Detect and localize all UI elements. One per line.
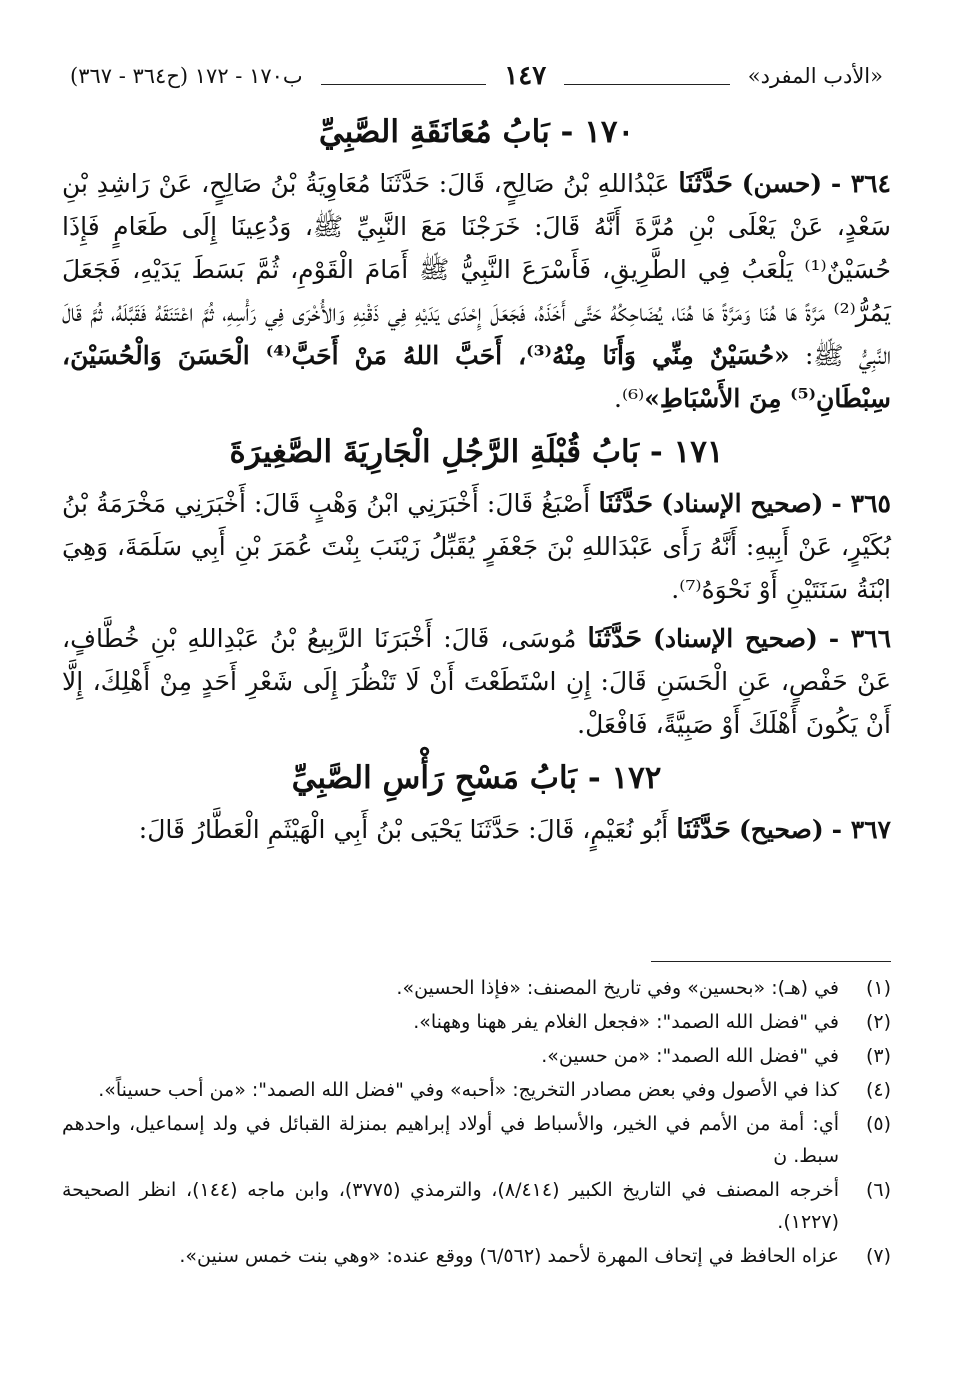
footnote-number: (٧) xyxy=(865,1245,891,1267)
footnote-number: (٤) xyxy=(865,1079,891,1101)
hadith-367 xyxy=(62,808,891,851)
book-title: «الأدب المفرد» xyxy=(747,64,883,88)
footnote-number: (٣) xyxy=(865,1045,891,1067)
isnad-text: أَصْبَغُ قَالَ: أَخْبَرَنِي ابْنُ وَهْبٍ قَالَ: أَخْبَرَنِي مَخْرَمَةُ بْنُ بُكَيْرٍ، عَنْ أَبِيهِ: أَنَّهُ رَأَى عَبْدَاللهِ بْنَ جَعْفَرٍ يُقَبِّلُ زَيْنَبَ بِنْتَ عُمَرَ بْنِ أَبِي سَلَمَةَ، وَهِيَ ابْنَةُ سَنَتَيْنِ أَوْ نَحْوَهُ xyxy=(62,489,891,604)
header-rule xyxy=(321,84,487,85)
footnotes xyxy=(62,972,891,1274)
footnote-divider xyxy=(651,961,891,962)
footnote xyxy=(62,1174,891,1238)
running-header xyxy=(70,56,883,96)
chapter-title: ١٧٠ - بَابُ مُعَانَقَةِ الصَّبِيِّ xyxy=(318,114,635,150)
footnote xyxy=(62,1240,891,1272)
hadith-number: ٣٦٦ - xyxy=(828,624,892,653)
narration-keyword: حَدَّثَنَا xyxy=(598,488,654,519)
footnote-number: (١) xyxy=(865,977,891,999)
section-range: ب١٧٠ - ١٧٢ (ح٣٦٤ - ٣٦٧) xyxy=(69,64,303,88)
footnote xyxy=(62,1040,891,1072)
hadith-grade: (صحيح) xyxy=(738,815,824,844)
footnote xyxy=(62,972,891,1004)
narration-keyword: حَدَّثَنَا xyxy=(678,168,733,199)
footnote xyxy=(62,1074,891,1106)
narration-keyword: حَدَّثَنَا xyxy=(587,623,643,654)
footnote-number: (٦) xyxy=(865,1179,891,1201)
footnote-ref: ⁽⁷⁾. xyxy=(671,575,702,604)
hadith-number: ٣٦٥ - xyxy=(831,489,891,518)
chapter-title: ١٧٢ - بَابُ مَسْحِ رَأْسِ الصَّبِيِّ xyxy=(291,760,662,796)
footnote-ref: ⁽⁶⁾. xyxy=(614,384,645,413)
footnote-text: في "فضل الله الصمد": «فجعل الغلام يفر ههنا وههنا». xyxy=(413,1011,839,1033)
hadith-grade: (حسن) xyxy=(741,169,823,198)
hadith-number: ٣٦٤ - xyxy=(830,169,891,198)
footnote-text: أخرجه المصنف في التاريخ الكبير (٨/٤١٤)، والترمذي (٣٧٧٥)، وابن ماجه (١٤٤)، انظر الصحيحة (١٢٢٧). xyxy=(62,1179,839,1233)
header-rule xyxy=(564,84,730,85)
footnote-text: في "فضل الله الصمد": «من حسين». xyxy=(541,1045,839,1067)
isnad-text: أَبُو نُعَيْمٍ، قَالَ: حَدَّثَنَا يَحْيَى بْنُ أَبِي الْهَيْثَمِ الْعَطَّارُ قَالَ: xyxy=(138,815,669,844)
footnote-text: أي: أمة من الأمم في الخير، والأسباط في أولاد إبراهيم بمنزلة القبائل في ولد إسماعيل، واحدهم سبط. ن xyxy=(62,1113,839,1167)
footnote-text: في (هـ): «بحسين» وفي تاريخ المصنف: «فإذا الحسين». xyxy=(396,977,839,999)
footnote xyxy=(62,1006,891,1038)
footnote-number: (٥) xyxy=(865,1113,891,1135)
footnote xyxy=(62,1108,891,1172)
footnote-text: كذا في الأصول وفي بعض مصادر التخريج: «أحبه» وفي "فضل الله الصمد": «من أحب حسيناً». xyxy=(98,1079,839,1101)
footnote-number: (٢) xyxy=(865,1011,891,1033)
footnote-text: عزاه الحافظ في إتحاف المهرة لأحمد (٦/٥٦٢) ووقع عنده: «وهي بنت خمس سنين». xyxy=(179,1245,839,1267)
hadith-grade: (صحيح الإسناد) xyxy=(661,489,824,518)
hadith-grade: (صحيح الإسناد) xyxy=(652,624,818,653)
hadith-364 xyxy=(62,162,891,420)
matn-text: «حُسَيْنٌ مِنِّي وَأَنَا مِنْهُ⁽³⁾، أَحَبَّ اللهُ مَنْ أَحَبَّ⁽⁴⁾ الْحَسَنَ وَالْحُسَيْنَ، سِبْطَانِ⁽⁵⁾ مِنَ الأَسْبَاطِ» xyxy=(62,341,891,413)
isnad-text: مُوسَى، قَالَ: أَخْبَرَنَا الرَّبِيعُ بْنُ عَبْدِاللهِ بْنِ خُطَّافٍ، عَنْ حَفْصٍ، عَنِ الْحَسَنِ قَالَ: إِنِ اسْتَطَعْتَ أَنْ لَا تَنْظُرَ إِلَى شَعْرِ أَحَدٍ مِنْ أَهْلِكَ، إِلَّا أَنْ يَكُونَ أَهْلَكَ أَوْ صَبِيَّةً، فَافْعَلْ. xyxy=(62,624,891,739)
hadith-365 xyxy=(62,482,891,611)
page-number: ١٤٧ xyxy=(504,61,547,91)
isnad-text: عَبْدُاللهِ بْنُ صَالِحٍ، قَالَ: حَدَّثَنَا مُعَاوِيَةُ بْنُ صَالِحٍ، عَنْ رَاشِدِ بْنِ سَعْدٍ، عَنْ يَعْلَى بْنِ مُرَّةَ أَنَّهُ قَالَ: خَرَجْنَا مَعَ النَّبِيِّ ﷺ، وَدُعِينَا إِلَى طَعَامٍ فَإِذَا حُسَيْنٌ⁽¹⁾ يَلْعَبُ فِي الطَّرِيقِ، فَأَسْرَعَ النَّبِيُّ ﷺ أَمَامَ الْقَوْمِ، ثُمَّ بَسَطَ يَدَيْهِ، فَجَعَلَ يَمُرُّ⁽²⁾ مَرَّةً هَا هُنَا وَمَرَّةً هَا هُنَا، يُضَاحِكُهُ حَتَّى أَخَذَهُ، فَجَعَلَ إِحْدَى يَدَيْهِ فِي ذَقْنِهِ وَالأُخْرَى فِي رَأْسِهِ، ثُمَّ اعْتَنَقَهُ فَقَبَّلَهُ، ثُمَّ قَالَ النَّبِيُّ ﷺ: xyxy=(62,169,892,370)
hadith-366 xyxy=(62,617,891,746)
narration-keyword: حَدَّثَنَا xyxy=(676,814,731,845)
chapter-title: ١٧١ - بَابُ قُبْلَةِ الرَّجُلِ الْجَارِيَةَ الصَّغِيرَةَ xyxy=(229,434,724,470)
hadith-number: ٣٦٧ - xyxy=(831,815,891,844)
main-text xyxy=(62,100,891,857)
